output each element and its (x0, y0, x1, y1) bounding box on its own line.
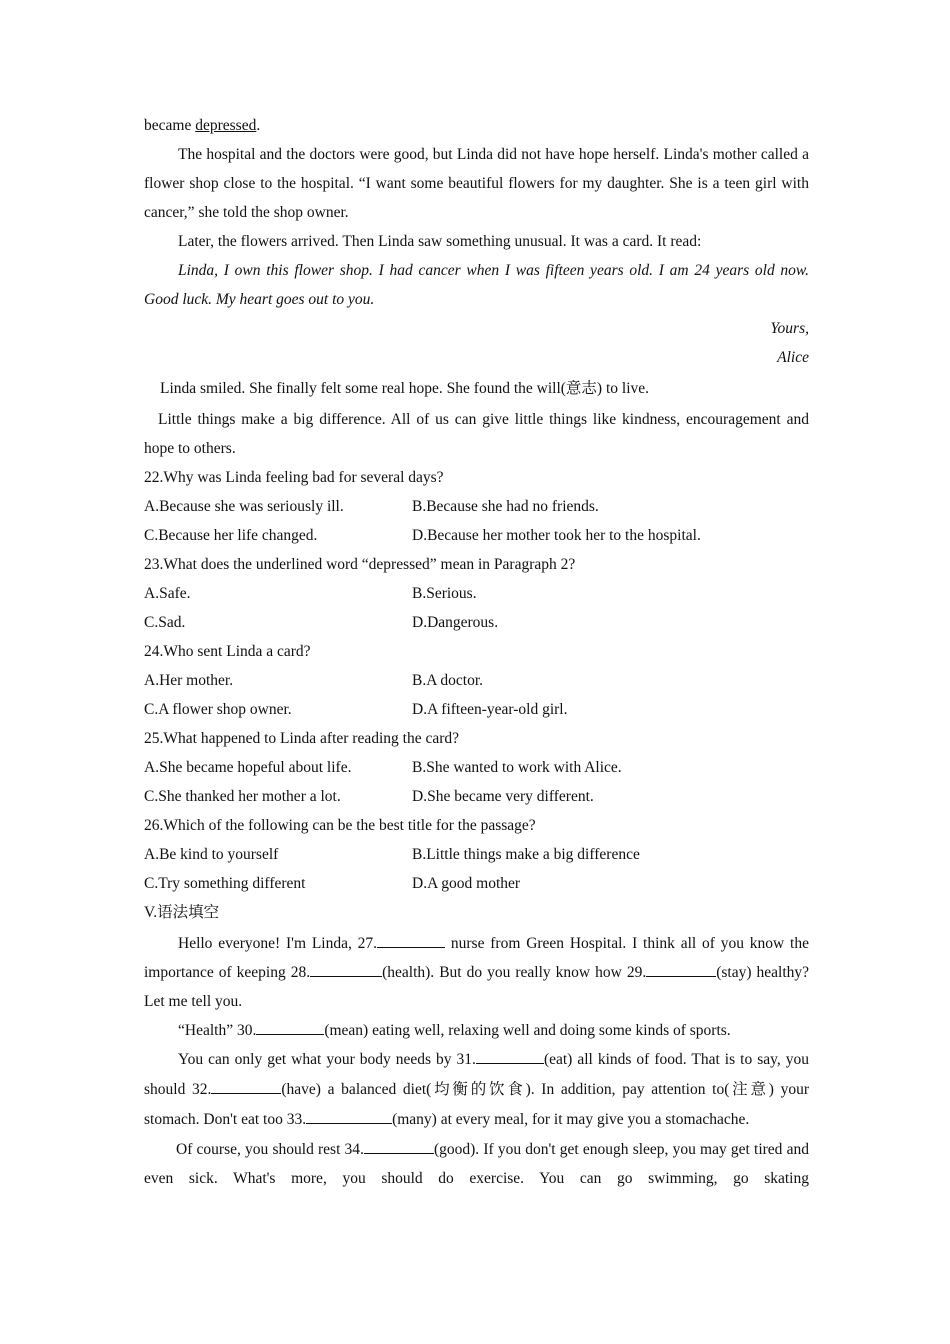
question-text: 24.Who sent Linda a card? (144, 643, 311, 660)
options-row (144, 695, 809, 724)
option-d: D.A good mother (412, 875, 521, 892)
options-row (144, 579, 809, 608)
card-signature: Alice (777, 349, 809, 366)
grammar-paragraph-1 (144, 929, 809, 1016)
underlined-word-depressed: depressed (195, 117, 257, 134)
option-a: A.Because she was seriously ill. (144, 498, 344, 515)
option-b: B.A doctor. (412, 672, 484, 689)
question-text: 26.Which of the following can be the best title for the passage? (144, 817, 536, 834)
blank-33[interactable] (306, 1109, 392, 1124)
card-signoff: Yours, (770, 320, 809, 337)
blank-34[interactable] (364, 1139, 434, 1154)
text-fragment: . (256, 117, 261, 134)
text-fragment: became (144, 117, 196, 134)
question-25 (144, 724, 809, 811)
option-b: B.Because she had no friends. (412, 498, 599, 515)
blank-27[interactable] (377, 933, 445, 948)
question-text: 25.What happened to Linda after reading the card? (144, 730, 460, 747)
document-page (144, 111, 809, 1193)
options-row (144, 840, 809, 869)
option-d: D.Dangerous. (412, 614, 499, 631)
options-row (144, 869, 809, 898)
section-heading: V.语法填空 (144, 904, 220, 921)
option-a: A.Her mother. (144, 672, 234, 689)
question-24 (144, 637, 809, 724)
option-c: C.A flower shop owner. (144, 701, 292, 718)
text-fragment: (stay) healthy? Let me tell you. (144, 964, 810, 1010)
option-d: D.She became very different. (412, 788, 594, 805)
question-23 (144, 550, 809, 637)
blank-29[interactable] (646, 962, 716, 977)
text-fragment: (health). But do you really know how 29. (382, 964, 647, 981)
text-fragment: (mean) eating well, relaxing well and doing some kinds of sports. (324, 1022, 731, 1039)
option-c: C.Because her life changed. (144, 527, 318, 544)
story-paragraph-3: Linda smiled. She finally felt some real hope. She found the will(意志) to live. (160, 380, 650, 397)
options-row (144, 782, 809, 811)
question-26 (144, 811, 809, 898)
text-fragment: You can only get what your body needs by 31. (178, 1051, 476, 1068)
text-fragment: (good). If you don't get enough sleep, you may get tired and even sick. What's more, you should do exercise. You can go swimming, go skating (144, 1141, 809, 1187)
options-row (144, 753, 809, 782)
option-b: B.She wanted to work with Alice. (412, 759, 622, 776)
options-row (144, 608, 809, 637)
options-row (144, 666, 809, 695)
text-fragment: (have) a balanced diet(均衡的饮食). In addition, pay attention to(注意) your stomach. Don't eat too 33. (144, 1081, 809, 1128)
option-b: B.Serious. (412, 585, 477, 602)
grammar-paragraph-2 (144, 1016, 809, 1045)
grammar-paragraph-3 (144, 1045, 809, 1135)
option-b: B.Little things make a big difference (412, 846, 640, 863)
text-fragment: (eat) all kinds of food. That is to say, you should 32. (144, 1051, 809, 1098)
option-c: C.She thanked her mother a lot. (144, 788, 341, 805)
option-c: C.Sad. (144, 614, 186, 631)
blank-32[interactable] (211, 1079, 281, 1094)
option-a: A.Be kind to yourself (144, 846, 279, 863)
story-line-0 (144, 111, 809, 140)
text-fragment: (many) at every meal, for it may give you a stomachache. (392, 1111, 750, 1128)
story-paragraph-2: Later, the flowers arrived. Then Linda saw something unusual. It was a card. It read: (178, 233, 702, 250)
blank-30[interactable] (256, 1020, 324, 1035)
option-a: A.She became hopeful about life. (144, 759, 352, 776)
text-fragment: “Health” 30. (178, 1022, 257, 1039)
options-row (144, 492, 809, 521)
options-row (144, 521, 809, 550)
question-text: 22.Why was Linda feeling bad for several days? (144, 469, 444, 486)
option-d: D.Because her mother took her to the hospital. (412, 527, 701, 544)
option-c: C.Try something different (144, 875, 306, 892)
option-d: D.A fifteen-year-old girl. (412, 701, 568, 718)
story-paragraph-4: Little things make a big difference. All of us can give little things like kindness, encouragement and hope to others. (144, 411, 809, 457)
text-fragment: Of course, you should rest 34. (176, 1141, 364, 1158)
question-22 (144, 463, 809, 550)
blank-31[interactable] (476, 1049, 544, 1064)
text-fragment: nurse from Green Hospital. I think all of you know the importance of keeping 28. (144, 935, 809, 981)
question-text: 23.What does the underlined word “depressed” mean in Paragraph 2? (144, 556, 576, 573)
card-text: Linda, I own this flower shop. I had cancer when I was fifteen years old. I am 24 years old now. Good luck. My heart goes out to you. (144, 262, 809, 308)
blank-28[interactable] (310, 962, 382, 977)
option-a: A.Safe. (144, 585, 191, 602)
text-fragment: Hello everyone! I'm Linda, 27. (178, 935, 378, 952)
grammar-paragraph-4 (144, 1135, 809, 1193)
story-paragraph-1: The hospital and the doctors were good, but Linda did not have hope herself. Linda's mother called a flower shop close to the hospital. “I want some beautiful flowers for my daughter. She is a teen girl with cancer,” she told the shop owner. (144, 146, 809, 221)
